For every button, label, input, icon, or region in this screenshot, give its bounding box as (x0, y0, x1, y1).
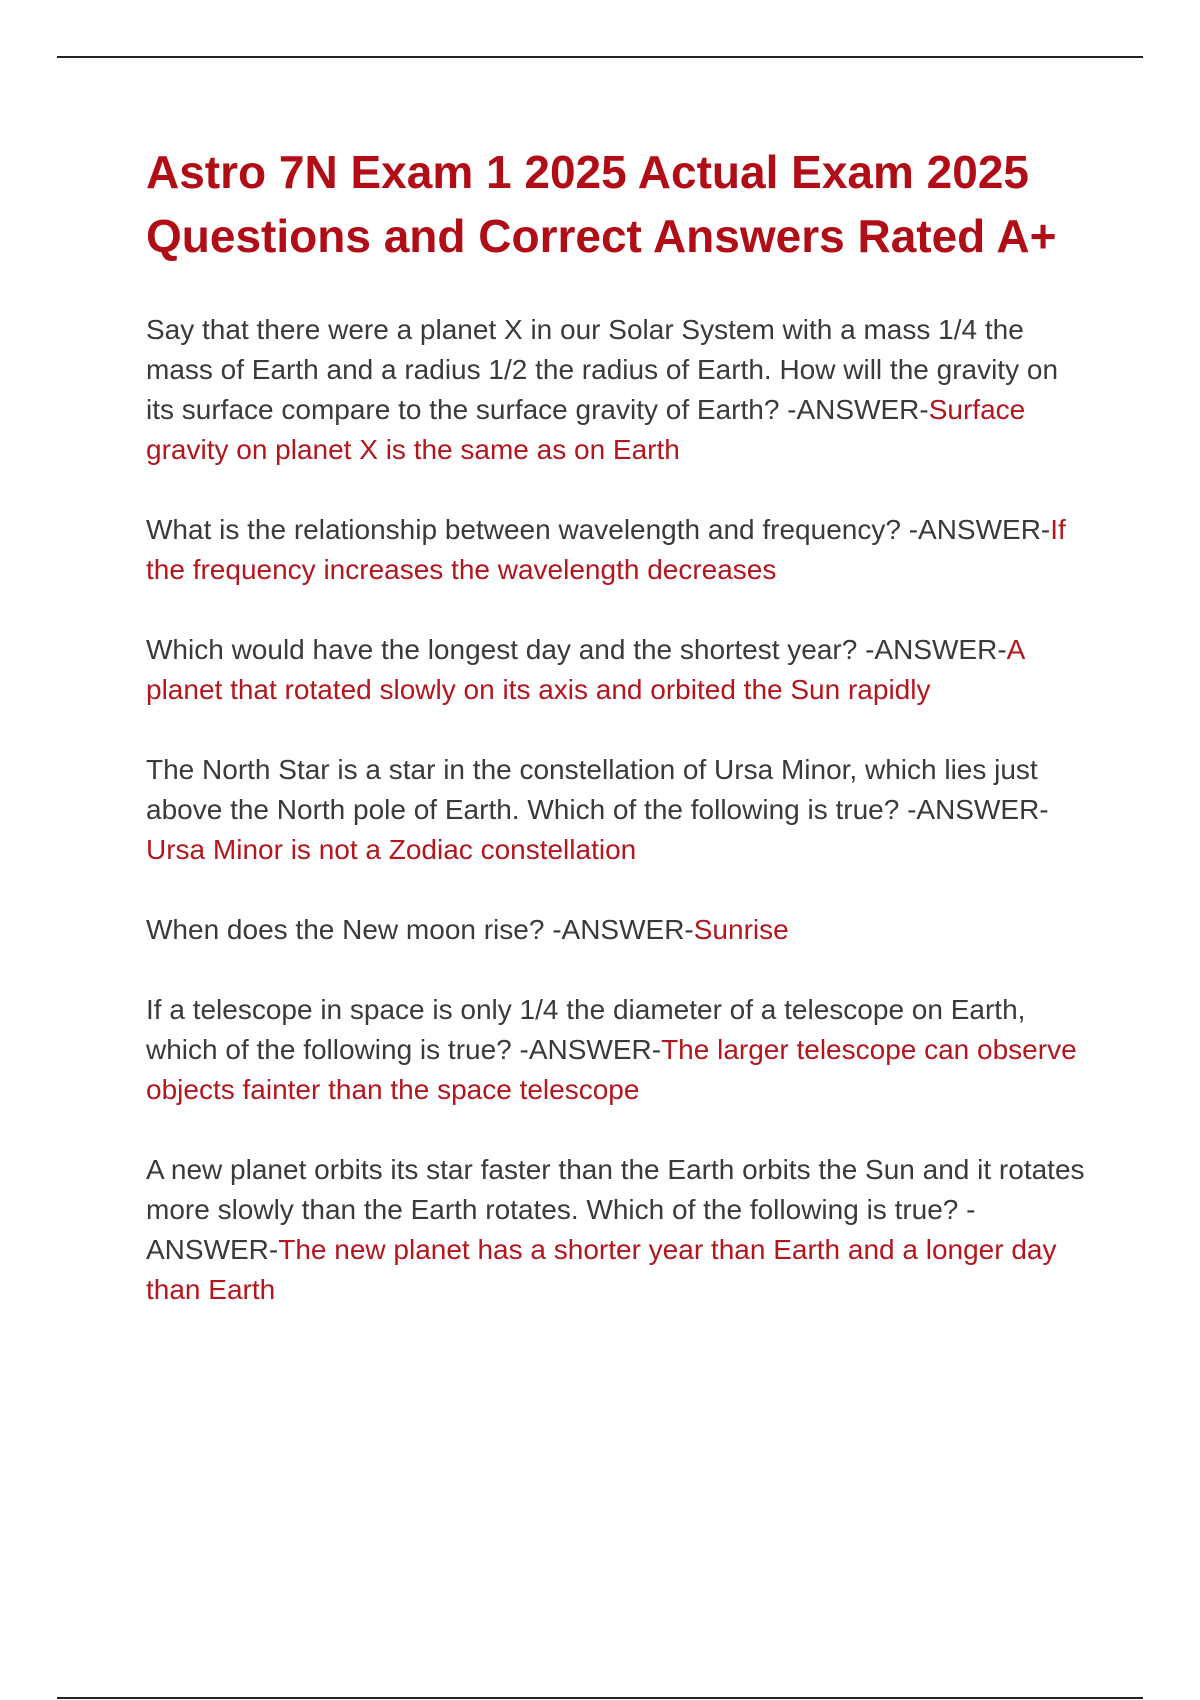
answer-text: Sunrise (693, 914, 789, 945)
question-text: Say that there were a planet X in our Solar System with a mass 1/4 the mass of Earth and a radius 1/2 the radius of Earth. How will the gravity on its surface compare to the surface gravity of Earth? -ANSWER- (146, 314, 1059, 425)
qa-list (146, 310, 1086, 1310)
answer-text: Ursa Minor is not a Zodiac constellation (146, 834, 637, 865)
qa-item (146, 510, 1086, 590)
answer-text: If the frequency increases the wavelength decreases (146, 514, 1066, 585)
question-text: Which would have the longest day and the shortest year? -ANSWER- (146, 634, 1007, 665)
qa-item (146, 630, 1086, 710)
question-text: If a telescope in space is only 1/4 the diameter of a telescope on Earth, which of the following is true? -ANSWER- (146, 994, 1026, 1065)
document-body (146, 140, 1086, 1350)
question-text: When does the New moon rise? -ANSWER- (146, 914, 694, 945)
question-text: The North Star is a star in the constellation of Ursa Minor, which lies just above the North pole of Earth. Which of the following is true? -ANSWER- (146, 754, 1049, 825)
bottom-divider (57, 1697, 1143, 1699)
qa-item (146, 750, 1086, 870)
question-text: What is the relationship between wavelength and frequency? -ANSWER- (146, 514, 1051, 545)
document-title: Astro 7N Exam 1 2025 Actual Exam 2025 Questions and Correct Answers Rated A+ (146, 146, 1057, 262)
qa-item (146, 1150, 1086, 1310)
qa-item (146, 990, 1086, 1110)
answer-text: The larger telescope can observe objects fainter than the space telescope (146, 1034, 1077, 1105)
qa-item (146, 910, 1086, 950)
answer-text: The new planet has a shorter year than Earth and a longer day than Earth (146, 1234, 1057, 1305)
qa-item (146, 310, 1086, 470)
answer-text: A planet that rotated slowly on its axis and orbited the Sun rapidly (146, 634, 1024, 705)
question-text: A new planet orbits its star faster than the Earth orbits the Sun and it rotates more slowly than the Earth rotates. Which of the following is true? -ANSWER- (146, 1154, 1085, 1265)
top-divider (57, 56, 1143, 58)
answer-text: Surface gravity on planet X is the same as on Earth (146, 394, 1026, 465)
